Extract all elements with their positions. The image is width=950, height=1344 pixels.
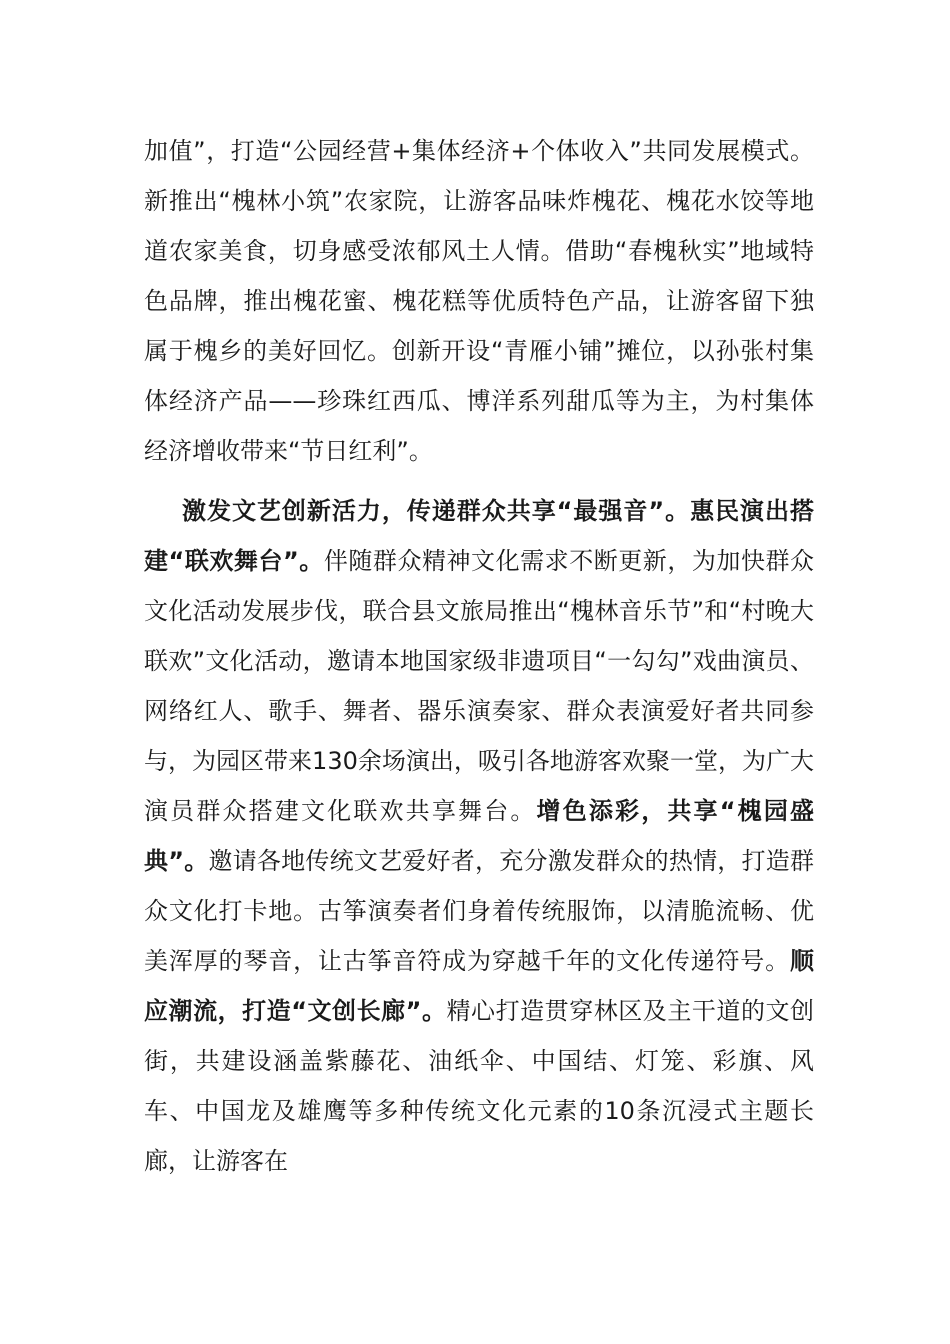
body-text: [144, 126, 814, 1186]
paragraph-culture: [144, 486, 814, 1186]
paragraph-text: 邀请各地传统文艺爱好者，充分激发群众的热情，打造群众文化打卡地。古筝演奏者们身着传统服饰，以清脆流畅、优美浑厚的琴音，让古筝音符成为穿越千年的文化传递符号。: [144, 847, 814, 975]
section-heading-bold: 激发文艺创新活力，传递群众共享“最强音”。惠民演出搭建“联欢舞台”。: [144, 497, 814, 575]
paragraph-continuation: 加值”，打造“公园经营+集体经济+个体收入”共同发展模式。新推出“槐林小筑”农家院，让游客品味炸槐花、槐花水饺等地道农家美食，切身感受浓郁风土人情。借助“春槐秋实”地域特色品牌，推出槐花蜜、槐花糕等优质特色产品，让游客留下独属于槐乡的美好回忆。创新开设“青雁小铺”摊位，以孙张村集体经济产品——珍珠红西瓜、博洋系列甜瓜等为主，为村集体经济增收带来“节日红利”。: [144, 137, 814, 465]
subheading-bold: 增色添彩，共享“槐园盛典”。: [144, 797, 814, 875]
subheading-bold: 顺应潮流，打造“文创长廊”。: [144, 947, 814, 1025]
paragraph-text: 精心打造贯穿林区及主干道的文创街，共建设涵盖紫藤花、油纸伞、中国结、灯笼、彩旗、风车、中国龙及雄鹰等多种传统文化元素的10条沉浸式主题长廊，让游客在: [144, 997, 815, 1175]
paragraph-text: 伴随群众精神文化需求不断更新，为加快群众文化活动发展步伐，联合县文旅局推出“槐林音乐节”和“村晚大联欢”文化活动，邀请本地国家级非遗项目“一勾勾”戏曲演员、网络红人、歌手、舞者、器乐演奏家、群众表演爱好者共同参与，为园区带来130余场演出，吸引各地游客欢聚一堂，为广大演员群众搭建文化联欢共享舞台。: [144, 547, 815, 825]
